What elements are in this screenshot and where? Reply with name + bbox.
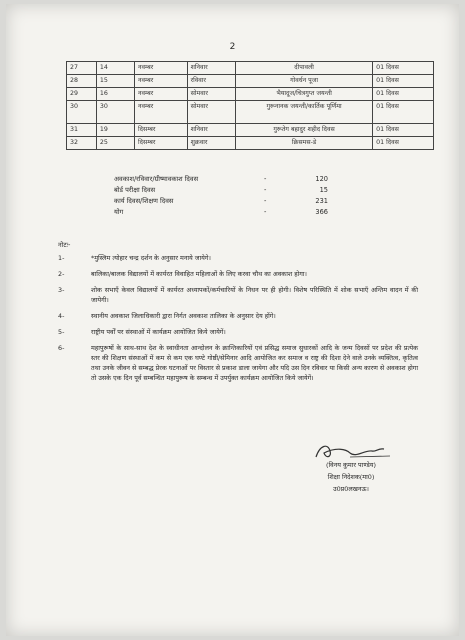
serial-cell: 27 — [67, 62, 97, 75]
note-item — [58, 253, 418, 263]
note-text: *मुस्लिम त्योहार चन्द्र दर्शन के अनुसार मनाये जायेगे। — [91, 254, 211, 262]
holiday-table — [66, 61, 434, 150]
date-cell: 30 — [96, 101, 134, 124]
month-cell: नवम्बर — [135, 75, 188, 88]
occasion-cell: गुरूनानक जयन्ती/कार्तिक पूर्णिमा — [236, 101, 373, 124]
note-number: 3- — [58, 286, 65, 294]
summary-label: अवकाश/रविवार/ग्रीष्मावकाश दिवस — [114, 175, 199, 183]
month-cell: दिसम्बर — [135, 124, 188, 137]
table-row — [67, 88, 434, 101]
summary-label: कार्य दिवस/शिक्षण दिवस — [114, 197, 174, 205]
occasion-cell: दीपावली — [236, 62, 373, 75]
notes-heading: नोटः- — [58, 241, 71, 249]
note-item — [58, 311, 418, 321]
duration-cell: 01 दिवस — [373, 124, 434, 137]
summary-label: योग — [114, 208, 124, 216]
notes-list — [58, 253, 418, 389]
weekday-cell: शुक्रवार — [187, 137, 235, 150]
summary-row — [114, 207, 328, 218]
serial-cell: 32 — [67, 137, 97, 150]
date-cell: 14 — [96, 62, 134, 75]
signatory-name: (विनय कुमार पाण्डेय) — [326, 461, 376, 469]
summary-value: 231 — [315, 197, 328, 205]
serial-cell: 28 — [67, 75, 97, 88]
summary-dash: - — [264, 186, 267, 194]
occasion-cell: गोवर्धन पूजा — [236, 75, 373, 88]
serial-cell: 31 — [67, 124, 97, 137]
note-text: महापुरूषों के साथ-साथ देश के स्वाधीनता आन्दोलन के क्रान्तिकारियों एवं प्रसिद्ध समाज सुधारकों आदि के जन्म दिवसों पर प्रदेश की प्रत्येक स्तर की शिक्षण संस्थाओं में कम से कम एक घण्टे गोष्ठी/सेमिनार आदि आयोजित कर समाज व राष्ट्र की दिशा देने वाले उनके व्यक्तित्व, कृतित्व तथा उनके जीवन से सम्बद्ध प्रेरक घटनाओं पर विस्तार से प्रकाश डाला जायेगा और यदि उस दिन रविवार या किसी अन्य कारण से अवकाश होगा तो उसके एक दिन पूर्व सम्बन्धित महापुरूष के सम्बन्ध में उपर्युक्त कार्यक्रम आयोजित किये जायेगें। — [91, 344, 418, 382]
summary-dash: - — [264, 197, 267, 205]
table-row — [67, 137, 434, 150]
serial-cell: 30 — [67, 101, 97, 124]
weekday-cell: सोमवार — [187, 101, 235, 124]
summary-row — [114, 196, 328, 207]
signatory-block — [296, 459, 406, 495]
table-row — [67, 124, 434, 137]
summary-value: 366 — [315, 208, 328, 216]
note-text: शोक सभाएँ केवल विद्यालयों में कार्यरत अध्यापकों/कर्मचारियों के निधन पर ही होगी। विशेष परिस्थिति में शोक सभाएँ अन्तिम वादन में की जायेगी। — [91, 286, 418, 304]
weekday-cell: रविवार — [187, 75, 235, 88]
occasion-cell: भैयादूज/चित्रगुप्त जयन्ती — [236, 88, 373, 101]
serial-cell: 29 — [67, 88, 97, 101]
day-summary — [114, 174, 328, 218]
weekday-cell: शनिवार — [187, 124, 235, 137]
note-number: 4- — [58, 312, 65, 320]
month-cell: दिसम्बर — [135, 137, 188, 150]
weekday-cell: शनिवार — [187, 62, 235, 75]
date-cell: 19 — [96, 124, 134, 137]
note-text: राष्ट्रीय पर्वों पर संस्थाओं में कार्यक्रम आयोजित किये जायेगें। — [91, 328, 226, 336]
note-item — [58, 343, 418, 383]
signatory-designation: शिक्षा निदेशक(मा0) — [327, 473, 375, 481]
document-page — [6, 4, 459, 636]
note-item — [58, 269, 418, 279]
signatory-location: उ0प्र0लखनऊ। — [333, 485, 369, 493]
duration-cell: 01 दिवस — [373, 62, 434, 75]
note-item — [58, 285, 418, 305]
month-cell: नवम्बर — [135, 62, 188, 75]
summary-value: 15 — [319, 186, 328, 194]
note-text: बालिका/बालक विद्यालयों में कार्यरत विवाहित महिलाओं के लिए करवा चौथ का अवकाश होगा। — [91, 270, 307, 278]
summary-label: बोर्ड परीक्षा दिवस — [114, 186, 156, 194]
date-cell: 15 — [96, 75, 134, 88]
table-row — [67, 75, 434, 88]
summary-row — [114, 174, 328, 185]
date-cell: 16 — [96, 88, 134, 101]
duration-cell: 01 दिवस — [373, 101, 434, 124]
summary-row — [114, 185, 328, 196]
note-number: 6- — [58, 344, 65, 352]
note-number: 5- — [58, 328, 65, 336]
summary-dash: - — [264, 175, 267, 183]
weekday-cell: सोमवार — [187, 88, 235, 101]
note-item — [58, 327, 418, 337]
note-number: 1- — [58, 254, 65, 262]
page-number: 2 — [229, 42, 236, 52]
summary-value: 120 — [315, 175, 328, 183]
date-cell: 25 — [96, 137, 134, 150]
occasion-cell: गुरूतेग बहादुर शहीद दिवस — [236, 124, 373, 137]
note-number: 2- — [58, 270, 65, 278]
month-cell: नवम्बर — [135, 101, 188, 124]
table-row — [67, 101, 434, 124]
summary-dash: - — [264, 208, 267, 216]
note-text: स्थानीय अवकाश जिलाधिकारी द्वारा निर्गत अवकाश तालिका के अनुसार देय होंगे। — [91, 312, 276, 320]
duration-cell: 01 दिवस — [373, 137, 434, 150]
duration-cell: 01 दिवस — [373, 88, 434, 101]
table-row — [67, 62, 434, 75]
month-cell: नवम्बर — [135, 88, 188, 101]
occasion-cell: क्रिसमस-डे — [236, 137, 373, 150]
duration-cell: 01 दिवस — [373, 75, 434, 88]
